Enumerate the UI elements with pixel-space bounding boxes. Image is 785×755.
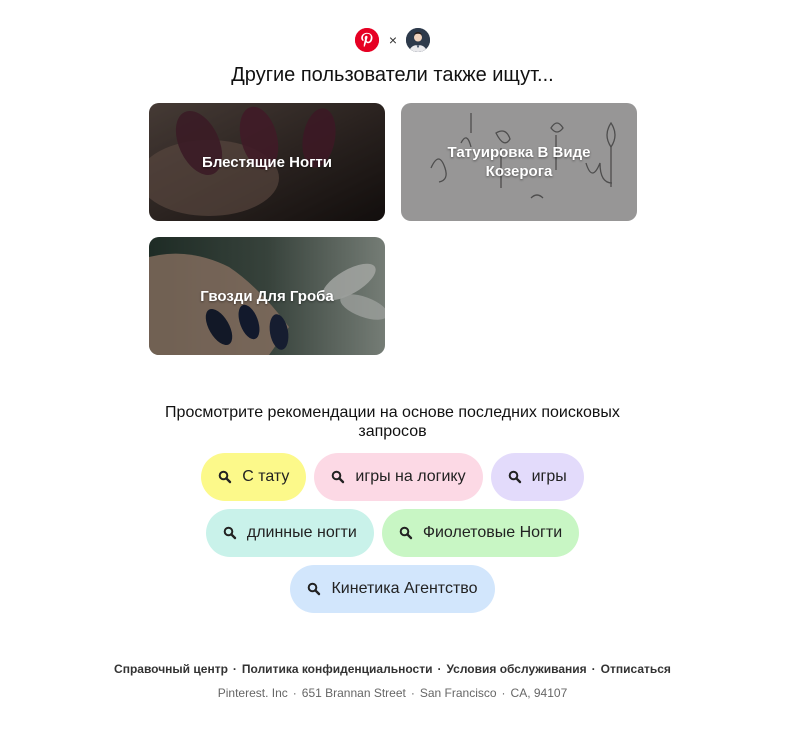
- footer-link-terms[interactable]: Условия обслуживания: [446, 662, 587, 676]
- chip-label: игры: [531, 468, 567, 485]
- chip-label: Кинетика Агентство: [331, 580, 478, 597]
- card-label: Гвозди Для Гроба: [200, 287, 334, 305]
- separator: ·: [292, 686, 297, 700]
- footer-link-unsubscribe[interactable]: Отписаться: [600, 662, 671, 676]
- chip-row: [0, 509, 785, 557]
- chip-label: Фиолетовые Ногти: [422, 524, 563, 541]
- search-icon: [218, 470, 232, 484]
- footer-link-help-center[interactable]: Справочный центр: [114, 662, 228, 676]
- address-company: Pinterest. Inc: [217, 686, 288, 700]
- search-card-coffin-nails[interactable]: [149, 237, 385, 355]
- separator: ·: [232, 662, 237, 676]
- search-card-capricorn-tattoo[interactable]: [401, 103, 637, 221]
- search-icon: [223, 526, 237, 540]
- footer-links: [0, 662, 785, 676]
- address-state-zip: CA, 94107: [510, 686, 568, 700]
- card-label: Блестящие Ногти: [202, 153, 332, 171]
- chip-row: [0, 565, 785, 613]
- address-city: San Francisco: [419, 686, 497, 700]
- separator: ·: [410, 686, 415, 700]
- address-street: 651 Brannan Street: [301, 686, 406, 700]
- separator: ·: [501, 686, 506, 700]
- search-chip[interactable]: [206, 509, 374, 557]
- chip-label: игры на логику: [355, 468, 466, 485]
- pinterest-icon[interactable]: [355, 28, 379, 52]
- search-icon: [508, 470, 522, 484]
- recommendations-heading: Просмотрите рекомендации на основе последних поисковых запросов: [165, 404, 620, 440]
- footer-link-privacy[interactable]: Политика конфиденциальности: [241, 662, 433, 676]
- search-chip[interactable]: [290, 565, 494, 613]
- card-label: Татуировка В Виде Козерога: [447, 144, 591, 180]
- footer-address: [0, 686, 785, 700]
- search-card-glitter-nails[interactable]: [149, 103, 385, 221]
- search-chip[interactable]: [201, 453, 306, 501]
- search-chip[interactable]: [314, 453, 482, 501]
- search-chip[interactable]: [382, 509, 579, 557]
- user-avatar[interactable]: [406, 28, 430, 52]
- separator: ·: [591, 662, 596, 676]
- search-icon: [307, 582, 321, 596]
- chip-label: С тату: [242, 468, 290, 485]
- search-icon: [331, 470, 345, 484]
- search-icon: [399, 526, 413, 540]
- chip-row: [0, 453, 785, 501]
- search-chip[interactable]: [491, 453, 584, 501]
- email-header-logos: [0, 28, 785, 52]
- chip-label: длинные ногти: [246, 524, 357, 541]
- section-heading: Другие пользователи также ищут...: [231, 64, 554, 86]
- times-symbol: ×: [388, 32, 398, 48]
- separator: ·: [437, 662, 442, 676]
